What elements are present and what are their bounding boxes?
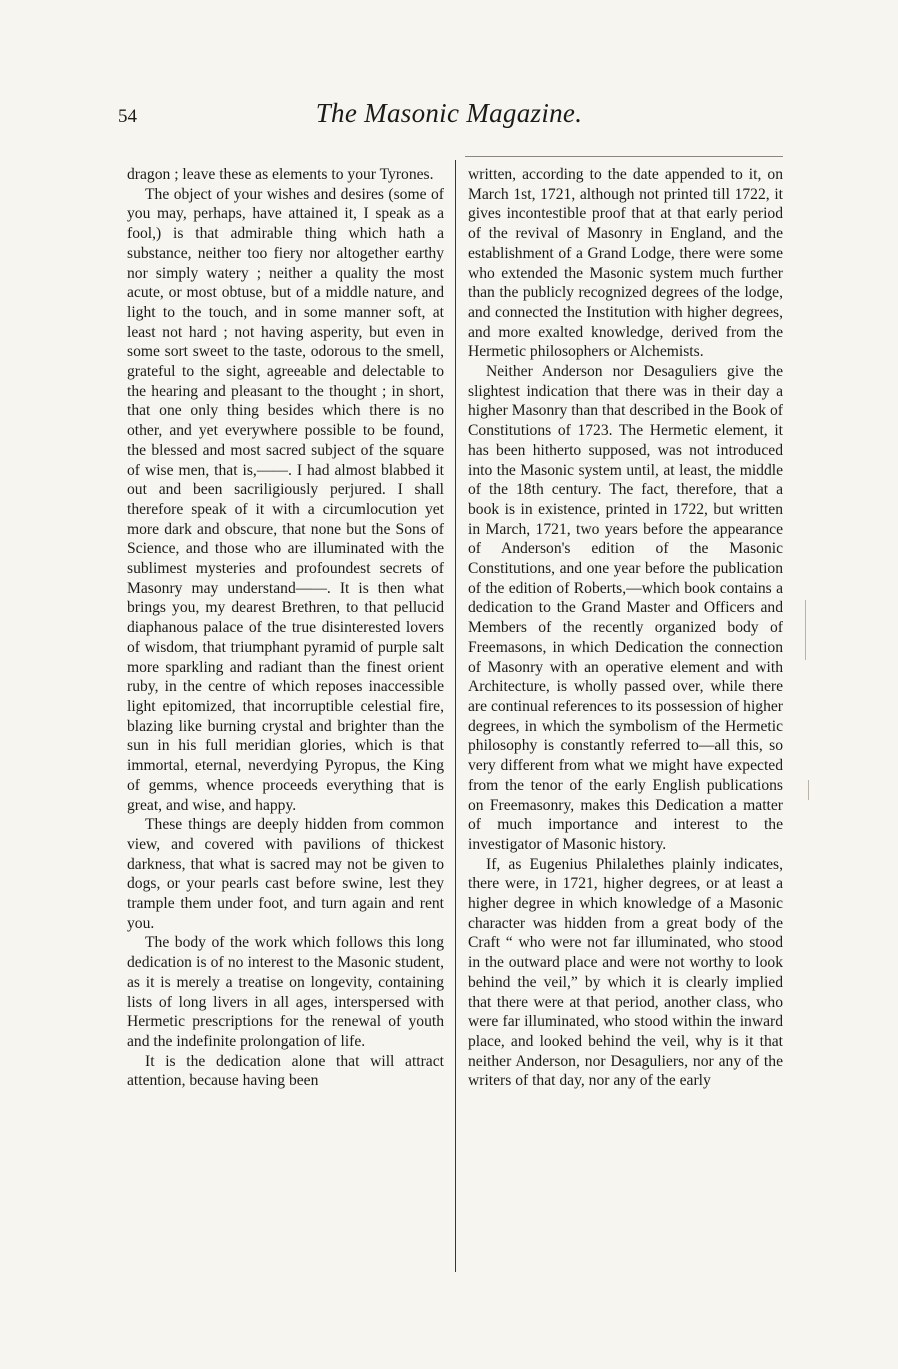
paragraph: It is the dedication alone that will attract attention, because having been (127, 1052, 444, 1090)
column-divider (455, 160, 456, 1272)
page-number: 54 (118, 106, 137, 127)
paragraph: Neither Anderson nor Desaguliers give the slightest indication that there was in their day a higher Masonry than that described in the Book of Constitutions of 1723. The Hermetic element, it has been hitherto supposed, was not introduced into the Masonic system until, at least, the middle of the 18th century. The fact, therefore, that a book is in existence, printed in 1722, but written in March, 1721, two years before the appearance of Anderson's edition of the Masonic Constitutions, and one year before the publication of the edition of Roberts,—which book contains a dedication to the Grand Master and Officers and Members of the recently organized body of Freemasons, in which Dedication the connection of Masonry with an operative element and with Architecture, is wholly passed over, while there are continual references to its possession of higher degrees, in which the symbolism of the Hermetic philosophy is constantly referred to—all this, so very different from what we might have expected from the tenor of the early English publications on Freemasonry, makes this Dedication a matter of much importance and interest to the investigator of Masonic history. (468, 363, 783, 853)
paragraph: written, according to the date appended to it, on March 1st, 1721, although not printed till 1722, it gives incontestible proof that at that early period of the revival of Masonry in England, and the establishment of a Grand Lodge, there were some who extended the Masonic system much further than the publicly recognized degrees of the lodge, and connected the Institution with higher degrees, and more exalted knowledge, derived from the Hermetic philosophers or Alchemists. (468, 166, 783, 361)
paragraph: The body of the work which follows this long dedication is of no interest to the Masonic student, as it is merely a treatise on longevity, containing lists of long livers in all ages, interspersed with Hermetic prescriptions for the renewal of youth and the indefinite prolongation of life. (127, 934, 444, 1050)
paragraph: dragon ; leave these as elements to your Tyrones. (127, 166, 434, 183)
paragraph: The object of your wishes and desires (some of you may, perhaps, have attained it, I speak as a fool,) is that admirable thing which hath a substance, neither too fiery nor altogether earthy nor simply watery ; neither a quality the most acute, or most obtuse, but of a middle nature, and light to the touch, and in some manner soft, at least not hard ; not having asperity, but even in some sort sweet to the taste, odorous to the smell, grateful to the sight, agreeable and delectable to the hearing and pleasant to the thought ; in short, that one only thing besides which there is no other, and yet everywhere possible to be found, the blessed and most sacred subject of the square of wise men, that is,——. I had almost blabbed it out and been sacriligiously perjured. I shall therefore speak of it with a circumlocution yet more dark and obscure, that none but the Sons of Science, and those who are illuminated with the sublimest mysteries and profoundest secrets of Masonry may understand——. It is then what brings you, my dearest Brethren, to that pellucid diaphanous palace of the true disinterested lovers of wisdom, that triumphant pyramid of purple salt more sparkling and radiant than the finest orient ruby, in the centre of which reposes inaccessible light epitomized, that incorruptible celestial fire, blazing like burning crystal and brighter than the sun in his full meridian glories, which is that immortal, eternal, neverdying Pyropus, the King of gemms, whence proceeds everything that is great, and wise, and happy. (127, 185, 444, 814)
page-header (118, 98, 780, 138)
right-column (468, 165, 783, 1091)
paragraph: If, as Eugenius Philalethes plainly indicates, there were, in 1721, higher degrees, or at least a higher degree in which knowledge of a Masonic character was hidden from a great body of the Craft “ who were not far illuminated, who stood in the outward place and were not worthy to look behind the veil,” by which it is clearly implied that there were at that period, another class, who were far illuminated, who stood within the inward place, and looked behind the veil, why is it that neither Anderson, nor Desaguliers, nor any of the writers of that day, nor any of the early (468, 855, 783, 1090)
paragraph: These things are deeply hidden from common view, and covered with pavilions of thickest darkness, that what is sacred may not be given to dogs, or your pearls cast before swine, lest they trample them under foot, and turn again and rent you. (127, 816, 444, 932)
page-edge-mark (808, 780, 809, 800)
left-column (127, 165, 444, 1091)
running-title: The Masonic Magazine. (315, 98, 583, 128)
header-rule (465, 156, 783, 157)
page-edge-mark (805, 600, 806, 660)
